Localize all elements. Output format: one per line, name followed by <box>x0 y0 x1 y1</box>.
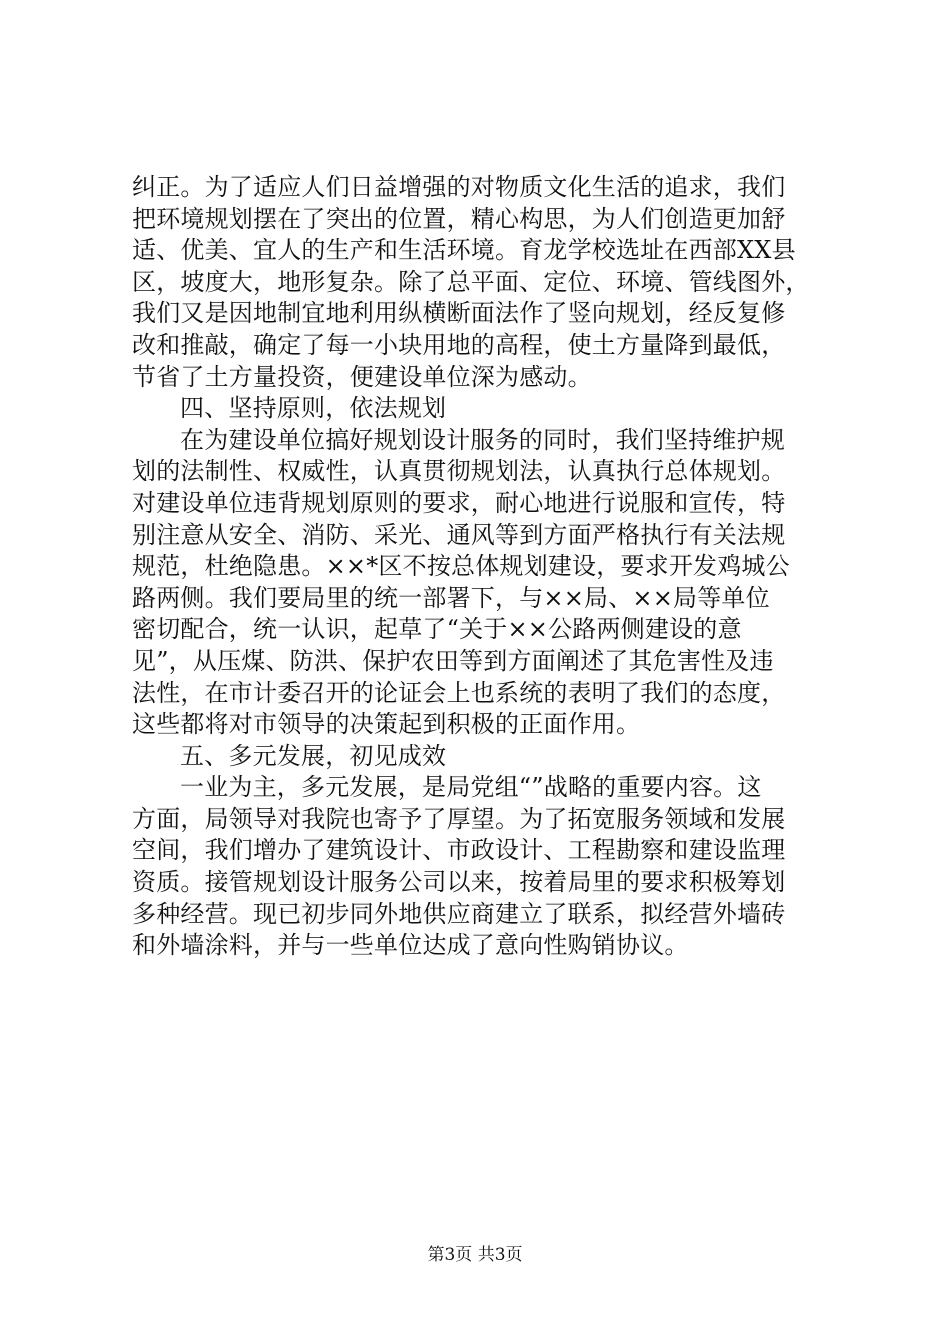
text-line: 方面，局领导对我院也寄予了厚望。为了拓宽服务领域和发展 <box>132 804 786 833</box>
text-line: 适、优美、宜人的生产和生活环境。育龙学校选址在西部XX县 <box>132 236 796 265</box>
text-line: 和外墙涂料，并与一些单位达成了意向性购销协议。 <box>132 931 689 960</box>
text-line: 多种经营。现已初步同外地供应商建立了联系，拟经营外墙砖 <box>132 899 786 928</box>
text-line: 法性，在市计委召开的论证会上也系统的表明了我们的态度， <box>132 678 786 707</box>
text-line: 空间，我们增办了建筑设计、市政设计、工程勘察和建设监理 <box>132 836 786 865</box>
page-footer <box>0 1244 950 1266</box>
text-line: 在为建设单位搞好规划设计服务的同时，我们坚持维护规 <box>180 425 785 454</box>
text-line: 规范，杜绝隐患。××*区不按总体规划建设，要求开发鸡城公 <box>132 552 790 581</box>
document-body <box>132 172 822 962</box>
section-heading: 四、坚持原则，依法规划 <box>180 394 447 423</box>
text-line: 划的法制性、权威性，认真贯彻规划法，认真执行总体规划。 <box>132 457 786 486</box>
text-line: 改和推敲，确定了每一小块用地的高程，使土方量降到最低， <box>132 330 786 359</box>
text-line: 区，坡度大，地形复杂。除了总平面、定位、环境、管线图外， <box>132 267 810 296</box>
text-line: 这些都将对市领导的决策起到积极的正面作用。 <box>132 710 641 739</box>
text-line: 纠正。为了适应人们日益增强的对物质文化生活的追求，我们 <box>132 173 786 201</box>
text-line: 节省了土方量投资，便建设单位深为感动。 <box>132 362 592 391</box>
text-line: 把环境规划摆在了突出的位置，精心构思，为人们创造更加舒 <box>132 204 786 233</box>
text-line: 见”，从压煤、防洪、保护农田等到方面阐述了其危害性及违 <box>132 646 774 675</box>
section-heading: 五、多元发展，初见成效 <box>180 741 447 770</box>
text-line: 别注意从安全、消防、采光、通风等到方面严格执行有关法规 <box>132 520 786 549</box>
text-line: 我们又是因地制宜地利用纵横断面法作了竖向规划，经反复修 <box>132 299 786 328</box>
text-line: 一业为主，多元发展，是局党组“”战略的重要内容。这 <box>180 773 762 802</box>
text-line: 资质。接管规划设计服务公司以来，按着局里的要求积极筹划 <box>132 868 786 897</box>
text-line: 密切配合，统一认识，起草了“关于××公路两侧建设的意 <box>132 615 742 644</box>
text-line: 对建设单位违背规划原则的要求，耐心地进行说服和宣传，特 <box>132 488 786 517</box>
page-number: 第3页 共3页 <box>427 1245 523 1265</box>
text-line: 路两侧。我们要局里的统一部署下，与××局、××局等单位 <box>132 583 770 612</box>
